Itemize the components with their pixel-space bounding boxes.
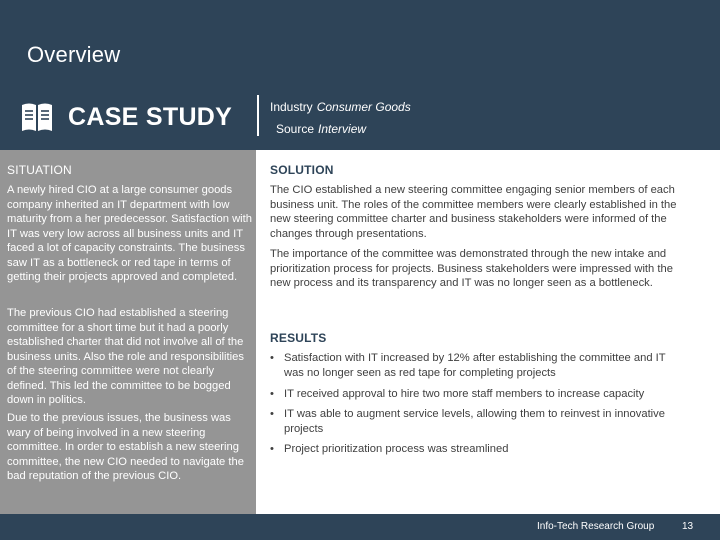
solution-paragraph-1: The CIO established a new steering committee engaging senior members of each business unit. The roles of the committee members were clearly established in the new steering committee charter and business stakeholders were informed of the changes through presentations. xyxy=(270,184,677,240)
bullet-icon: • xyxy=(270,352,274,364)
solution-heading: SOLUTION xyxy=(270,163,334,177)
result-text: IT received approval to hire two more staff members to increase capacity xyxy=(284,388,645,400)
situation-heading: SITUATION xyxy=(7,163,72,177)
bullet-icon: • xyxy=(270,443,274,455)
book-icon xyxy=(20,100,54,134)
source-value: Interview xyxy=(318,122,367,136)
situation-panel xyxy=(0,150,256,514)
page-number: 13 xyxy=(682,521,694,532)
situation-paragraph-1: A newly hired CIO at a large consumer goods company inherited an IT department with low maturity from a her predecessor. Satisfaction with IT was very low across all business units and IT faced a lot of capacity constraints. The business saw IT as a bottleneck or red tape in terms of getting their projects approved and completed. xyxy=(7,184,252,283)
result-text: IT was able to augment service levels, allowing them to reinvest in innovative projects xyxy=(284,408,665,435)
footer-bar xyxy=(0,514,720,540)
source-meta xyxy=(276,122,366,136)
source-label: Source xyxy=(276,122,315,136)
result-text: Satisfaction with IT increased by 12% after establishing the committee and IT was no longer seen as red tape for completing projects xyxy=(284,352,666,379)
page-title: Overview xyxy=(27,42,121,67)
industry-label: Industry xyxy=(270,100,313,114)
footer-brand: Info-Tech Research Group xyxy=(537,521,655,532)
bullet-icon: • xyxy=(270,408,274,420)
result-text: Project prioritization process was streamlined xyxy=(284,443,509,455)
industry-value: Consumer Goods xyxy=(316,100,411,114)
results-heading: RESULTS xyxy=(270,331,327,345)
situation-paragraph-3: Due to the previous issues, the business was wary of being involved in a new steering committee. In order to establish a new steering committee, the new CIO needed to navigate the bad reputation of the previous CIO. xyxy=(7,412,244,482)
situation-paragraph-2: The previous CIO had established a steering committee for a short time but it had a poorly established charter that did not involve all of the business units. Also the role and responsibilities of the steering committee were not clearly defined. This led the committee to be bogged down in politics. xyxy=(7,307,244,406)
bullet-icon: • xyxy=(270,388,274,400)
header-divider xyxy=(257,95,259,136)
case-study-label: CASE STUDY xyxy=(68,103,233,131)
header-band xyxy=(0,0,720,150)
industry-meta xyxy=(270,100,411,114)
solution-paragraph-2: The importance of the committee was demonstrated through the new intake and prioritization process for projects. Business stakeholders were impressed with the new process and its transparency and IT was no longer seen as a bottleneck. xyxy=(270,248,673,289)
